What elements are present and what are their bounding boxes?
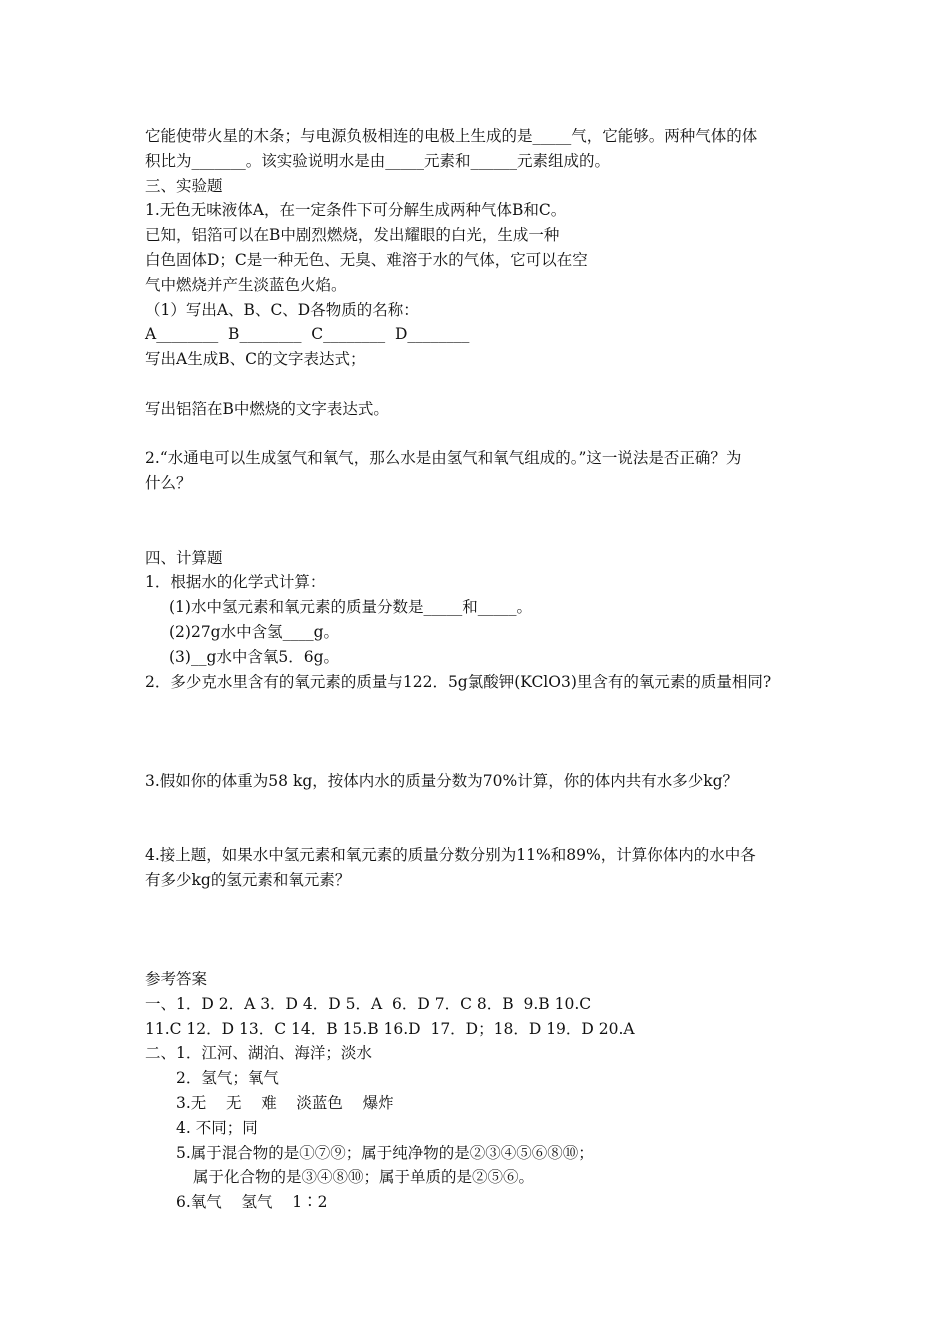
calc-q1-part-1: (1)水中氢元素和氧元素的质量分数是_____和_____。 [169,598,532,617]
experiment-q1-line-4: 气中燃烧并产生淡蓝色火焰。 [145,275,347,294]
calc-q1-part-3: (3)__g水中含氧5．6g。 [169,647,340,666]
blank-space [145,694,815,768]
experiment-q1-line-1: 1.无色无味液体A，在一定条件下可分解生成两种气体B和C。 [145,201,567,220]
blank-space [145,496,815,546]
blank-space [145,422,815,447]
fill-blank-line-2: 积比为_______。该实验说明水是由_____元素和______元素组成的。 [145,151,611,170]
blank-space [145,794,815,844]
experiment-q1-line-2: 已知，铝箔可以在B中剧烈燃烧，发出耀眼的白光，生成一种 [145,226,560,245]
answers-part2-a5-line-1: 5.属于混合物的是①⑦⑨；属于纯净物的是②③④⑤⑥⑧⑩； [176,1143,594,1162]
answers-part2-a4: 4. 不同；同 [176,1118,258,1137]
experiment-q1-sub-2: 写出A生成B、C的文字表达式； [145,350,366,369]
answers-part2-a6: 6.氧气 氢气 1∶2 [176,1193,328,1212]
experiment-q1-line-3: 白色固体D；C是一种无色、无臭、难溶于水的气体，它可以在空 [145,250,588,269]
experiment-q2-line-1: 2.“水通电可以生成氢气和氧气，那么水是由氢气和氧气组成的。”这一说法是否正确？为 [145,449,742,468]
calc-q1-part-2: (2)27g水中含氢____g。 [169,622,340,641]
experiment-q1-sub-1: （1）写出A、B、C、D各物质的名称： [145,300,419,319]
answers-part2-a1: 二、1．江河、湖泊、海洋；淡水 [145,1044,372,1063]
experiment-q1-blanks: A________ B________ C________ D________ [145,325,470,344]
answers-part1-line-2: 11.C 12．D 13．C 14．B 15.B 16.D 17．D；18．D 19．D 20.A [145,1019,635,1038]
section-heading-calculation: 四、计算题 [145,548,223,567]
section-heading-experiment: 三、实验题 [145,176,223,195]
blank-space [145,893,815,967]
calc-q4-line-1: 4.接上题，如果水中氢元素和氧元素的质量分数分别为11%和89%，计算你体内的水中各 [145,846,756,865]
calc-q4-line-2: 有多少kg的氢元素和氧元素？ [145,870,351,889]
blank-space [145,372,815,397]
answers-part1-line-1: 一、1．D 2．A 3．D 4．D 5．A 6．D 7．C 8．B 9.B 10.C [145,994,592,1013]
document-page [145,124,815,1215]
answers-heading: 参考答案 [145,970,208,989]
answers-part2-a5-line-2: 属于化合物的是③④⑧⑩；属于单质的是②⑤⑥。 [193,1168,535,1187]
calc-q1-stem: 1．根据水的化学式计算： [145,573,326,592]
answers-part2-a3: 3.无 无 难 淡蓝色 爆炸 [176,1094,394,1113]
experiment-q1-sub-3: 写出铝箔在B中燃烧的文字表达式。 [145,399,389,418]
fill-blank-line-1: 它能使带火星的木条；与电源负极相连的电极上生成的是_____气，它能够。两种气体的体 [145,127,758,145]
calc-q3: 3.假如你的体重为58 kg，按体内水的质量分数为70%计算，你的体内共有水多少kg？ [145,771,739,790]
answers-part2-a2: 2．氢气；氧气 [176,1069,279,1088]
calc-q2: 2．多少克水里含有的氧元素的质量与122．5g氯酸钾(KClO3)里含有的氧元素的质量相同? [145,672,772,691]
experiment-q2-line-2: 什么？ [145,474,192,493]
